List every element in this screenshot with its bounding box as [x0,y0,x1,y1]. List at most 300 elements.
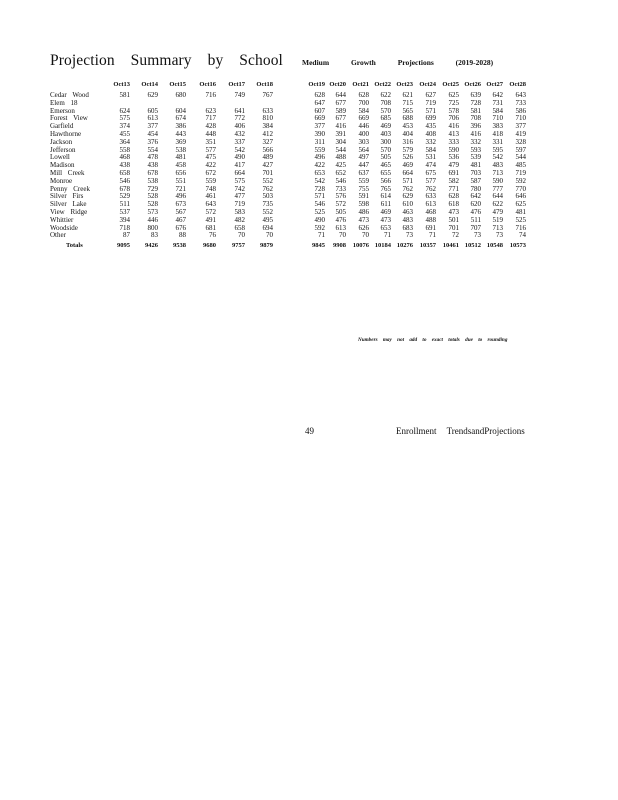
enrollment-value: 653 [380,223,391,232]
enrollment-value: 71 [318,231,325,240]
totals-row [50,242,550,250]
enrollment-value: 707 [470,223,481,232]
enrollment-value: 748 [205,184,216,193]
enrollment-value: 428 [205,122,216,131]
total-value: 10461 [442,242,459,250]
enrollment-value: 377 [147,122,158,131]
enrollment-value: 413 [448,129,459,138]
column-header: Oct26 [464,81,481,88]
enrollment-value: 88 [179,231,186,240]
enrollment-value: 529 [119,192,130,201]
enrollment-value: 316 [402,137,413,146]
enrollment-value: 628 [448,192,459,201]
enrollment-value: 479 [492,207,503,216]
enrollment-value: 481 [515,207,526,216]
enrollment-value: 70 [362,231,369,240]
enrollment-value: 691 [425,223,436,232]
enrollment-value: 703 [470,168,481,177]
school-name: Woodside [50,223,78,232]
enrollment-value: 675 [425,168,436,177]
totals-label: Totals [66,242,83,250]
enrollment-value: 490 [314,215,325,224]
enrollment-value: 558 [119,145,130,154]
school-name: Elem 18 [50,98,78,107]
enrollment-value: 477 [234,192,245,201]
enrollment-value: 593 [470,145,481,154]
enrollment-value: 717 [205,114,216,123]
enrollment-value: 770 [515,184,526,193]
enrollment-value: 777 [492,184,503,193]
enrollment-value: 672 [205,168,216,177]
enrollment-value: 404 [402,129,413,138]
enrollment-value: 83 [151,231,158,240]
column-header: Oct23 [396,81,413,88]
enrollment-value: 576 [335,192,346,201]
enrollment-value: 613 [425,200,436,209]
enrollment-value: 579 [402,145,413,154]
enrollment-value: 641 [234,106,245,115]
enrollment-value: 406 [234,122,245,131]
enrollment-value: 628 [314,91,325,99]
school-name: Mill Creek [50,168,85,177]
enrollment-value: 810 [262,114,273,123]
school-name: Forest View [50,114,88,123]
enrollment-value: 586 [515,106,526,115]
enrollment-value: 749 [234,91,245,99]
enrollment-value: 652 [335,168,346,177]
enrollment-value: 386 [175,122,186,131]
enrollment-value: 658 [119,168,130,177]
enrollment-value: 584 [358,106,369,115]
column-header: Oct27 [486,81,503,88]
enrollment-value: 644 [492,192,503,201]
enrollment-value: 566 [380,176,391,185]
total-value: 10548 [486,242,503,250]
enrollment-value: 465 [380,161,391,170]
enrollment-value: 719 [425,98,436,107]
total-value: 9879 [260,242,273,250]
enrollment-value: 542 [314,176,325,185]
school-name: Whittier [50,215,74,224]
enrollment-value: 377 [515,122,526,131]
enrollment-value: 625 [448,91,459,99]
enrollment-value: 673 [175,200,186,209]
school-name: Garfield [50,122,74,131]
column-header: Oct24 [419,81,436,88]
enrollment-value: 669 [314,114,325,123]
enrollment-value: 701 [448,223,459,232]
enrollment-value: 731 [492,98,503,107]
enrollment-value: 633 [425,192,436,201]
school-name: Silver Lake [50,200,87,209]
total-value: 10076 [352,242,369,250]
enrollment-value: 332 [470,137,481,146]
school-name: Jackson [50,137,73,146]
enrollment-value: 478 [147,153,158,162]
enrollment-value: 74 [519,231,526,240]
enrollment-value: 559 [358,176,369,185]
enrollment-value: 446 [358,122,369,131]
column-header: Oct15 [169,81,186,88]
enrollment-value: 572 [205,207,216,216]
enrollment-value: 418 [492,129,503,138]
enrollment-value: 583 [234,207,245,216]
enrollment-value: 482 [234,215,245,224]
enrollment-value: 525 [515,215,526,224]
enrollment-value: 565 [402,106,413,115]
enrollment-value: 762 [262,184,273,193]
enrollment-value: 719 [515,168,526,177]
enrollment-value: 446 [147,215,158,224]
enrollment-value: 519 [492,215,503,224]
total-value: 9095 [117,242,130,250]
enrollment-value: 719 [234,200,245,209]
enrollment-value: 642 [470,192,481,201]
enrollment-value: 613 [335,223,346,232]
total-value: 9757 [232,242,245,250]
enrollment-value: 458 [175,161,186,170]
enrollment-value: 571 [402,176,413,185]
enrollment-value: 669 [358,114,369,123]
enrollment-value: 481 [470,161,481,170]
enrollment-value: 710 [492,114,503,123]
enrollment-value: 473 [448,207,459,216]
enrollment-value: 438 [147,161,158,170]
enrollment-value: 733 [335,184,346,193]
enrollment-value: 701 [262,168,273,177]
enrollment-value: 618 [448,200,459,209]
enrollment-value: 699 [425,114,436,123]
enrollment-value: 691 [448,168,459,177]
enrollment-value: 390 [314,129,325,138]
enrollment-value: 455 [119,129,130,138]
enrollment-value: 728 [314,184,325,193]
school-name: Lowell [50,153,70,162]
enrollment-value: 496 [175,192,186,201]
enrollment-value: 447 [358,161,369,170]
total-value: 9908 [333,242,346,250]
total-value: 9680 [203,242,216,250]
enrollment-value: 394 [119,215,130,224]
enrollment-value: 592 [515,176,526,185]
enrollment-value: 633 [262,106,273,115]
enrollment-value: 628 [358,91,369,99]
enrollment-value: 564 [358,145,369,154]
enrollment-value: 469 [402,161,413,170]
column-header: Oct19 [308,81,325,88]
enrollment-value: 311 [314,137,325,146]
enrollment-value: 419 [515,129,526,138]
school-name: Cedar Wood [50,91,89,99]
enrollment-value: 721 [175,184,186,193]
table-header-row [50,80,550,90]
enrollment-value: 469 [380,122,391,131]
enrollment-value: 416 [448,122,459,131]
enrollment-value: 427 [262,161,273,170]
enrollment-value: 383 [492,122,503,131]
enrollment-value: 584 [425,145,436,154]
enrollment-value: 497 [358,153,369,162]
enrollment-value: 729 [147,184,158,193]
rounding-note: Numbers may not add to exact totals due to rounding [358,337,508,343]
enrollment-value: 677 [335,98,346,107]
total-value: 9845 [312,242,325,250]
enrollment-value: 435 [425,122,436,131]
enrollment-value: 611 [380,200,391,209]
enrollment-value: 644 [335,91,346,99]
school-name: View Ridge [50,207,88,216]
projection-subtitle: Medium Growth Projections (2019-2028) [302,58,494,67]
enrollment-value: 425 [335,161,346,170]
enrollment-value: 476 [470,207,481,216]
enrollment-value: 559 [205,176,216,185]
total-value: 9538 [173,242,186,250]
enrollment-value: 664 [402,168,413,177]
school-name: Penny Creek [50,184,90,193]
enrollment-value: 571 [425,106,436,115]
enrollment-value: 551 [175,176,186,185]
enrollment-value: 614 [380,192,391,201]
enrollment-value: 713 [492,168,503,177]
enrollment-value: 678 [147,168,158,177]
enrollment-value: 333 [448,137,459,146]
enrollment-value: 713 [492,223,503,232]
enrollment-value: 546 [314,200,325,209]
enrollment-value: 688 [402,114,413,123]
enrollment-value: 582 [448,176,459,185]
enrollment-value: 664 [234,168,245,177]
enrollment-value: 505 [335,207,346,216]
total-value: 10512 [464,242,481,250]
enrollment-value: 70 [339,231,346,240]
enrollment-value: 655 [380,168,391,177]
enrollment-value: 454 [147,129,158,138]
enrollment-value: 486 [358,207,369,216]
school-name: Madison [50,161,75,170]
enrollment-value: 422 [314,161,325,170]
enrollment-value: 468 [119,153,130,162]
enrollment-value: 620 [470,200,481,209]
enrollment-value: 448 [205,129,216,138]
enrollment-value: 72 [452,231,459,240]
enrollment-value: 443 [175,129,186,138]
enrollment-value: 598 [358,200,369,209]
enrollment-value: 716 [205,91,216,99]
enrollment-value: 589 [335,106,346,115]
enrollment-value: 351 [205,137,216,146]
enrollment-value: 369 [175,137,186,146]
enrollment-value: 73 [496,231,503,240]
school-name: Jefferson [50,145,76,154]
enrollment-value: 559 [314,145,325,154]
enrollment-value: 742 [234,184,245,193]
enrollment-value: 567 [175,207,186,216]
enrollment-value: 577 [205,145,216,154]
enrollment-value: 572 [335,200,346,209]
enrollment-value: 483 [402,215,413,224]
enrollment-value: 604 [175,106,186,115]
enrollment-value: 503 [262,192,273,201]
enrollment-value: 755 [358,184,369,193]
enrollment-value: 438 [119,161,130,170]
table-row [50,232,550,240]
enrollment-value: 485 [515,161,526,170]
enrollment-value: 546 [119,176,130,185]
enrollment-value: 331 [492,137,503,146]
total-value: 10573 [509,242,526,250]
enrollment-value: 653 [314,168,325,177]
enrollment-value: 771 [448,184,459,193]
enrollment-value: 573 [147,207,158,216]
enrollment-value: 304 [335,137,346,146]
enrollment-value: 396 [470,122,481,131]
enrollment-value: 683 [402,223,413,232]
enrollment-value: 71 [384,231,391,240]
enrollment-value: 544 [515,153,526,162]
enrollment-value: 643 [515,91,526,99]
enrollment-value: 674 [175,114,186,123]
enrollment-value: 578 [448,106,459,115]
total-value: 10276 [396,242,413,250]
enrollment-value: 412 [262,129,273,138]
enrollment-value: 538 [175,145,186,154]
enrollment-value: 627 [425,91,436,99]
column-header: Oct25 [442,81,459,88]
column-header: Oct18 [256,81,273,88]
enrollment-value: 467 [175,215,186,224]
column-header: Oct14 [141,81,158,88]
enrollment-value: 400 [358,129,369,138]
column-header: Oct22 [374,81,391,88]
enrollment-value: 476 [335,215,346,224]
page-title: Projection Summary by School [50,52,283,69]
enrollment-value: 376 [147,137,158,146]
enrollment-value: 678 [119,184,130,193]
enrollment-value: 591 [358,192,369,201]
enrollment-value: 501 [448,215,459,224]
enrollment-value: 468 [425,207,436,216]
enrollment-value: 780 [470,184,481,193]
enrollment-value: 643 [205,200,216,209]
enrollment-value: 762 [402,184,413,193]
enrollment-value: 483 [492,161,503,170]
enrollment-value: 577 [425,176,436,185]
enrollment-value: 718 [119,223,130,232]
enrollment-value: 613 [147,114,158,123]
enrollment-value: 715 [402,98,413,107]
column-header: Oct17 [228,81,245,88]
enrollment-value: 537 [119,207,130,216]
enrollment-value: 590 [492,176,503,185]
enrollment-value: 575 [234,176,245,185]
school-name: Monroe [50,176,73,185]
enrollment-value: 526 [402,153,413,162]
enrollment-value: 735 [262,200,273,209]
page-number: 49 [305,426,314,436]
enrollment-value: 622 [492,200,503,209]
enrollment-value: 624 [119,106,130,115]
enrollment-value: 658 [234,223,245,232]
enrollment-value: 473 [380,215,391,224]
enrollment-value: 706 [448,114,459,123]
enrollment-value: 680 [175,91,186,99]
enrollment-value: 767 [262,91,273,99]
column-header: Oct13 [113,81,130,88]
enrollment-value: 408 [425,129,436,138]
enrollment-value: 554 [147,145,158,154]
enrollment-value: 708 [380,98,391,107]
enrollment-value: 489 [262,153,273,162]
enrollment-value: 571 [314,192,325,201]
enrollment-value: 70 [238,231,245,240]
enrollment-value: 461 [205,192,216,201]
enrollment-value: 592 [314,223,325,232]
enrollment-value: 772 [234,114,245,123]
enrollment-value: 536 [448,153,459,162]
school-name: Silver Firs [50,192,84,201]
footer-title: Enrollment TrendsandProjections [396,426,525,436]
enrollment-value: 73 [474,231,481,240]
enrollment-value: 73 [406,231,413,240]
enrollment-value: 491 [205,215,216,224]
enrollment-value: 700 [358,98,369,107]
enrollment-value: 642 [492,91,503,99]
enrollment-value: 488 [335,153,346,162]
enrollment-value: 575 [119,114,130,123]
column-header: Oct28 [509,81,526,88]
enrollment-value: 590 [448,145,459,154]
enrollment-value: 87 [123,231,130,240]
school-name: Other [50,231,66,240]
enrollment-value: 76 [209,231,216,240]
enrollment-value: 488 [425,215,436,224]
enrollment-value: 546 [335,176,346,185]
school-name: Hawthorne [50,129,82,138]
enrollment-value: 377 [314,122,325,131]
enrollment-value: 473 [358,215,369,224]
enrollment-value: 708 [470,114,481,123]
enrollment-value: 327 [262,137,273,146]
total-value: 10357 [419,242,436,250]
enrollment-value: 716 [515,223,526,232]
enrollment-value: 538 [147,176,158,185]
projection-table [50,80,550,250]
enrollment-value: 552 [262,207,273,216]
enrollment-value: 595 [492,145,503,154]
enrollment-value: 70 [266,231,273,240]
enrollment-value: 453 [402,122,413,131]
enrollment-value: 622 [380,91,391,99]
enrollment-value: 328 [515,137,526,146]
enrollment-value: 584 [492,106,503,115]
enrollment-value: 656 [175,168,186,177]
enrollment-value: 610 [402,200,413,209]
enrollment-value: 364 [119,137,130,146]
enrollment-value: 646 [515,192,526,201]
enrollment-value: 570 [380,145,391,154]
enrollment-value: 725 [448,98,459,107]
enrollment-value: 505 [380,153,391,162]
enrollment-value: 71 [429,231,436,240]
enrollment-value: 528 [147,200,158,209]
enrollment-value: 474 [425,161,436,170]
enrollment-value: 511 [470,215,481,224]
enrollment-value: 416 [470,129,481,138]
enrollment-value: 511 [119,200,130,209]
enrollment-value: 496 [314,153,325,162]
enrollment-value: 481 [175,153,186,162]
enrollment-value: 463 [402,207,413,216]
